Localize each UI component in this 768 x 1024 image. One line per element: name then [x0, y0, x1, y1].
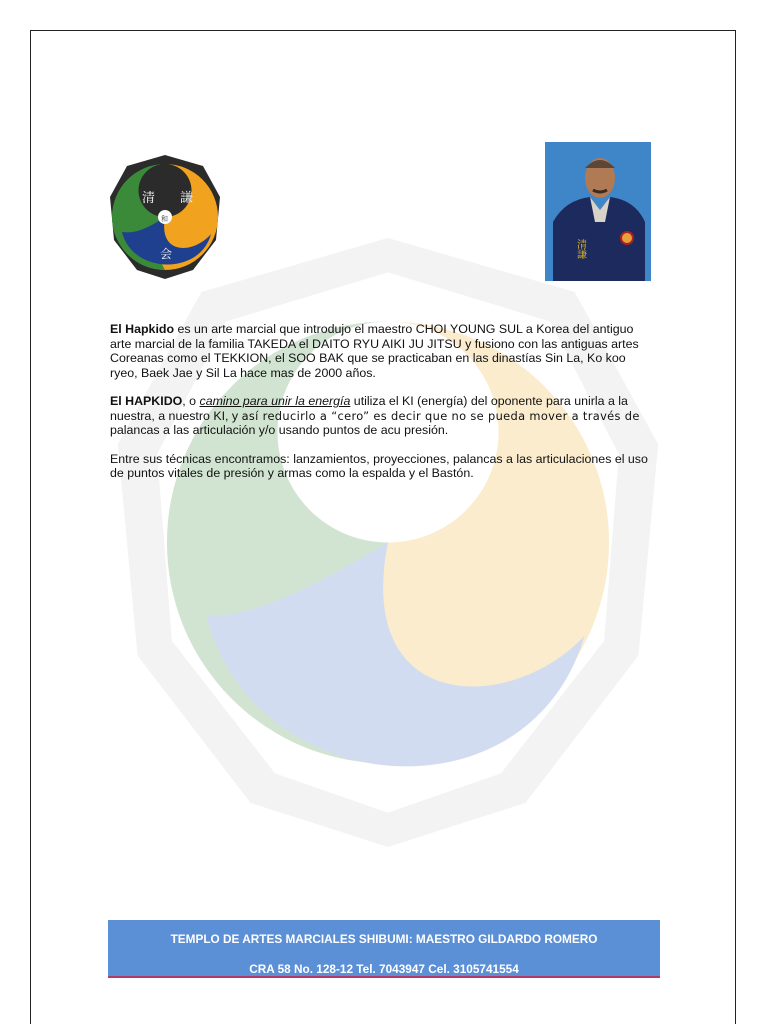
- body-text: [110, 322, 655, 495]
- logo-glyph-harmony: 和: [161, 215, 168, 223]
- logo-glyph-meeting: 会: [160, 247, 173, 261]
- paragraph-3: Entre sus técnicas encontramos: lanzamientos, proyecciones, palancas a las articulaciones el uso de puntos vitales de presión y armas como la espalda y el Bastón.: [110, 451, 648, 480]
- p1-lead: El Hapkido: [110, 322, 175, 336]
- p2-emphasis: camino para unir la energía: [199, 394, 351, 408]
- paragraph-1: [110, 322, 655, 380]
- p2-end: palancas a las articulación y/o usando puntos de acu presión.: [110, 423, 449, 437]
- footer-title: TEMPLO DE ARTES MARCIALES SHIBUMI: MAESTRO GILDARDO ROMERO: [170, 932, 598, 946]
- paragraph-2: [110, 394, 655, 438]
- p2-rest: utiliza el KI (energía) del oponente para unirla a la nuestra, a nuestro KI, y: [110, 394, 628, 423]
- p2-narrow: así reducirlo a “cero” es decir que no se pueda mover a través de: [241, 408, 640, 423]
- p2-sep: , o: [182, 394, 200, 408]
- logo-glyph-humble: 謙: [180, 191, 194, 206]
- photo-patch: 清謙: [574, 239, 586, 259]
- p1-rest: es un arte marcial que introdujo el maestro CHOI YOUNG SUL a Korea del antiguo arte marcial de la familia TAKEDA el DAITO RYU AIKI JU JITSU y fusiono con las antiguas artes Coreanas como el TEKKION, el SOO BAK que se practicaban en las dinastías Sin La, Ko koo ryeo, Baek Jae y Sil La hace mas de 2000 años.: [110, 322, 639, 380]
- p2-lead: El HAPKIDO: [110, 394, 183, 408]
- footer-address: CRA 58 No. 128-12 Tel. 7043947 Cel. 3105741554: [249, 962, 519, 976]
- hapkido-logo: [108, 152, 222, 282]
- watermark-emblem: [108, 185, 668, 900]
- logo-glyph-clear: 清: [142, 191, 156, 206]
- footer-banner: [108, 920, 660, 978]
- master-photo: [545, 142, 651, 281]
